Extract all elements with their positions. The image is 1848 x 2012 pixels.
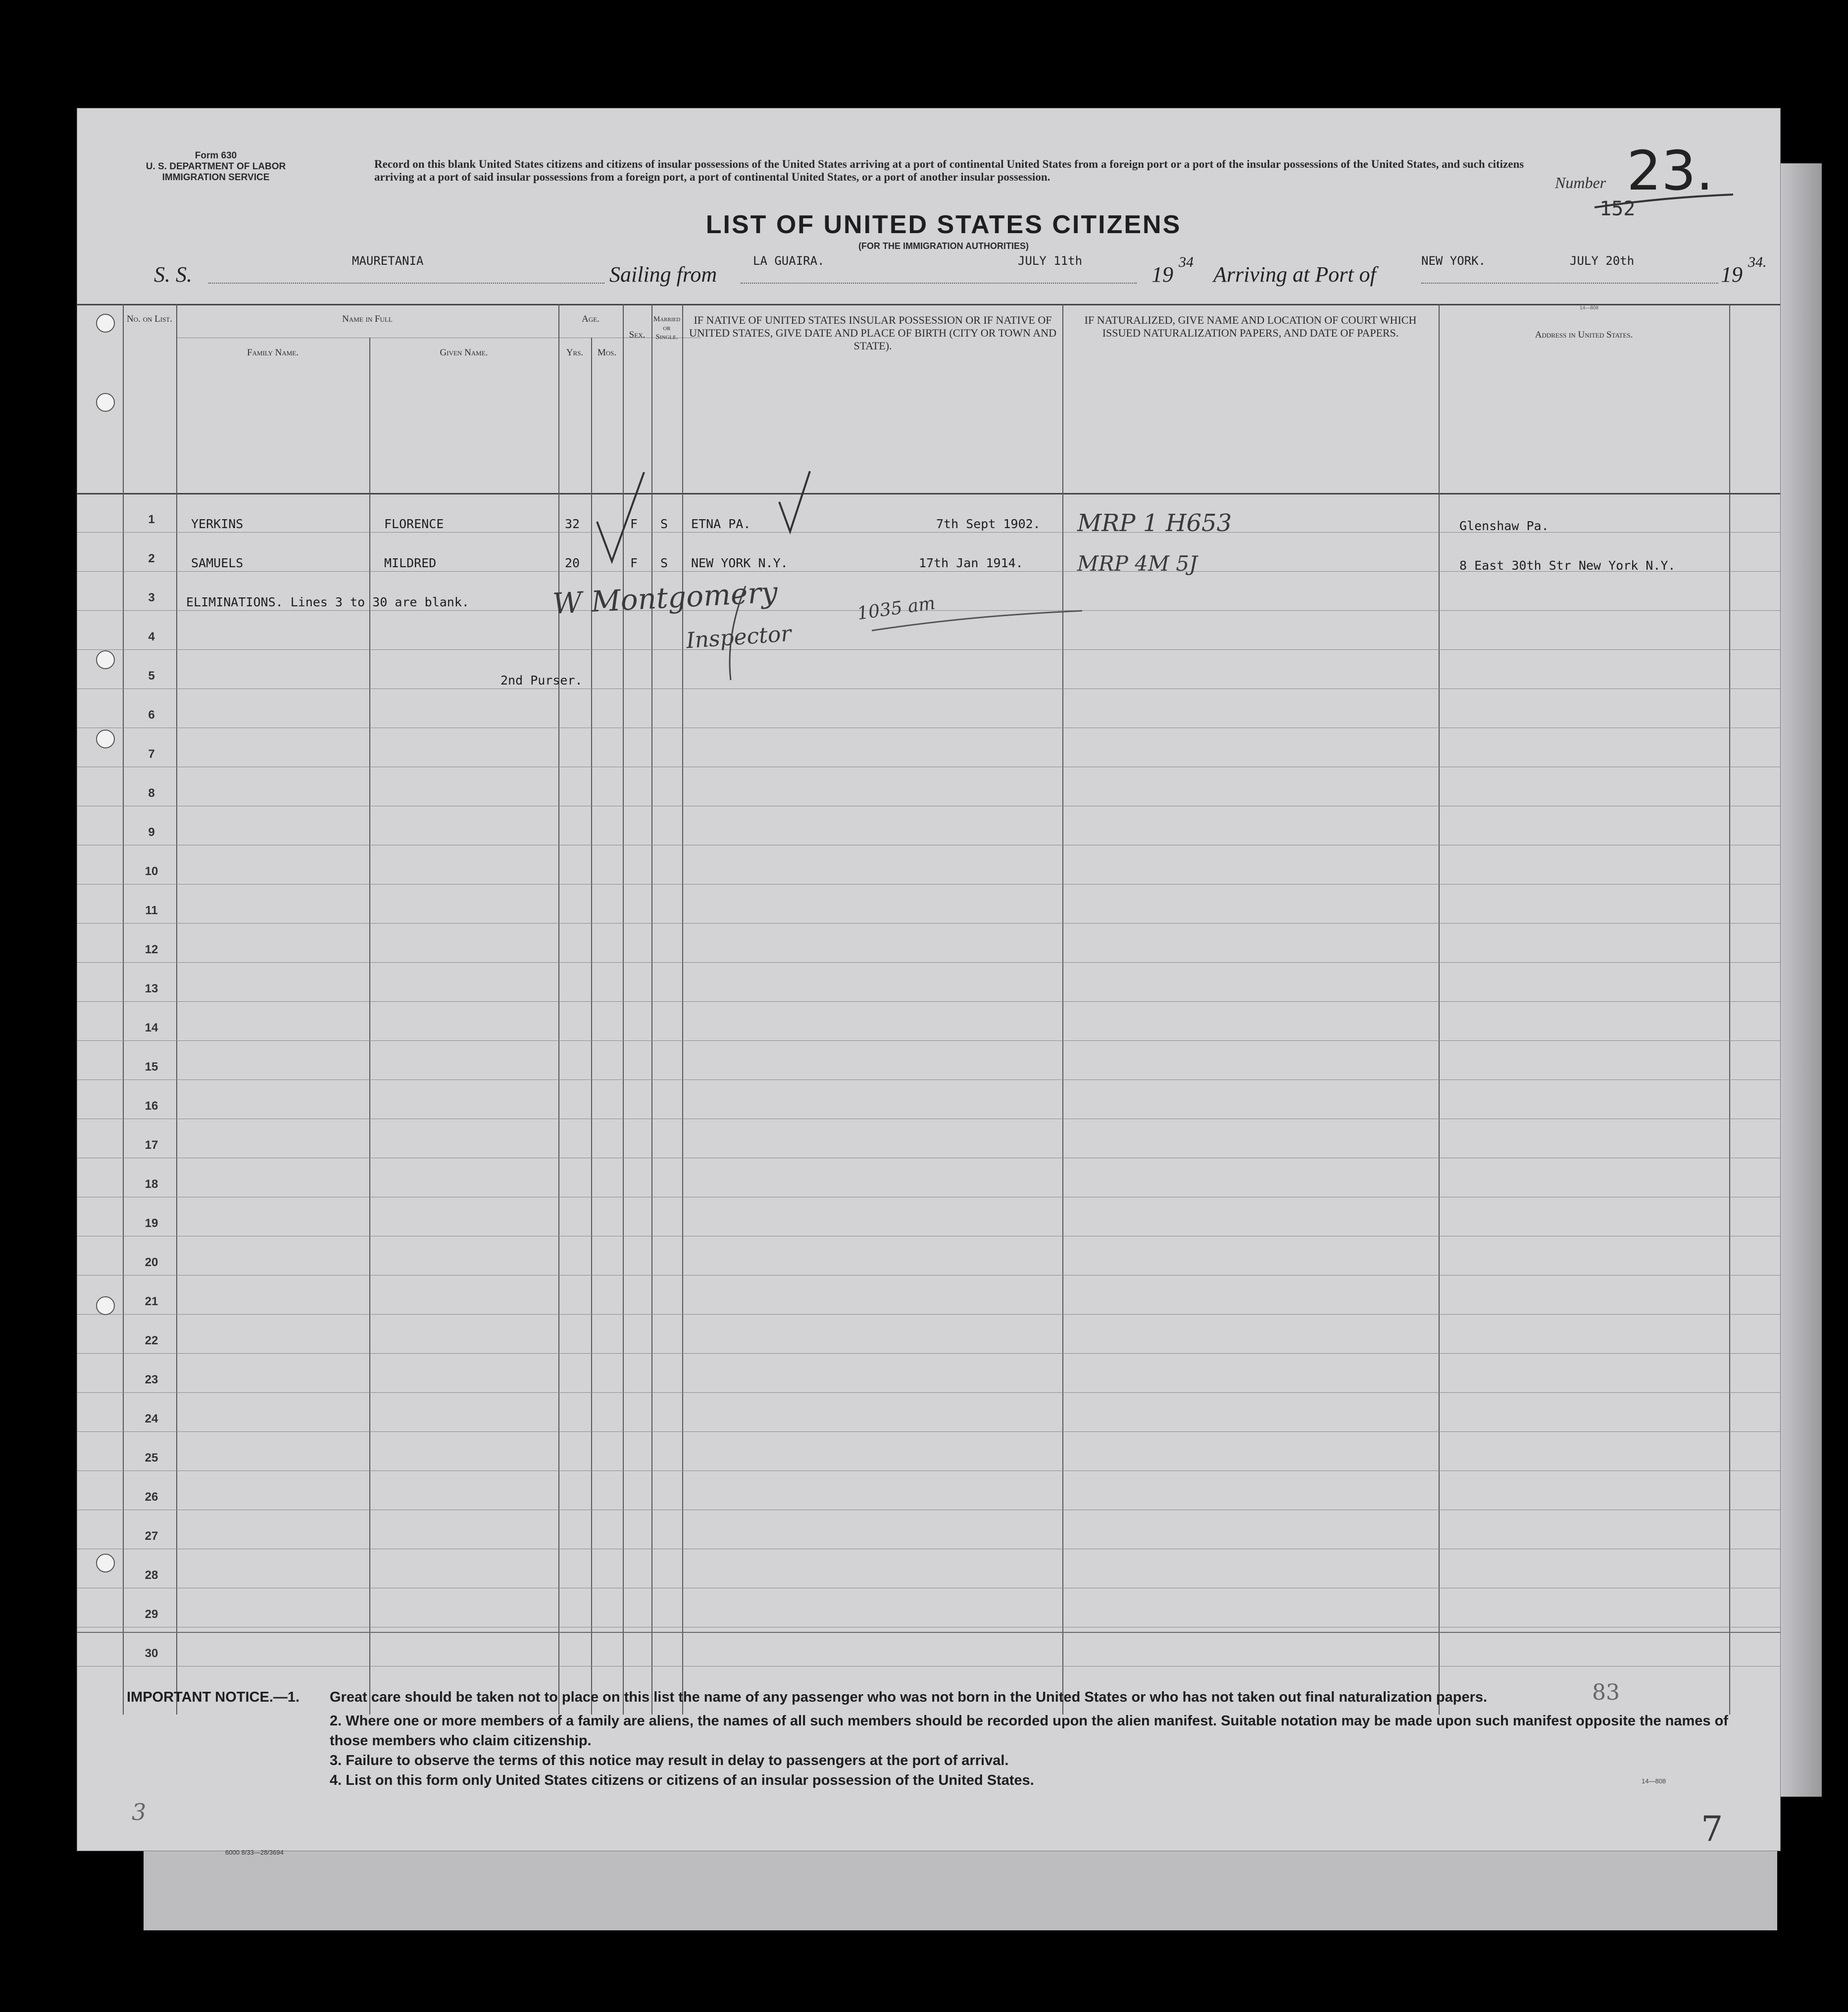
departure-date: JULY 11th [1018,254,1083,268]
manifest-sheet [77,108,1781,1851]
row-number: 10 [145,865,158,878]
col-family: Family Name. [247,347,299,358]
margin-mark: 3 [132,1799,147,1825]
binder-hole [96,1296,115,1315]
ship-rule [208,283,604,284]
form-heading [134,150,298,183]
flourish-stroke [869,606,1087,636]
row1-given: FLORENCE [384,517,444,531]
row1-birthdate: 7th Sept 1902. [936,517,1041,531]
row-number: 23 [145,1373,158,1386]
row-number: 8 [148,786,155,800]
row-number: 26 [145,1490,158,1504]
row-number: 29 [145,1608,158,1621]
from-rule [741,283,1137,284]
col-no: No. on List. [127,314,172,324]
row-number: 27 [145,1529,158,1543]
row-rule [77,1275,1780,1276]
row1-yrs: 32 [565,517,580,531]
notice-item-2: 2. Where one or more members of a family are aliens, the names of all such members should be recorded upon the alien manifest. Suitable notation may be made upon such manifest opposite the names of those members who claim citizenship. [330,1713,1728,1749]
check-mark-icon [592,467,651,566]
row-number: 4 [148,630,155,643]
row-number: 24 [145,1412,158,1425]
form-number: Form 630 [195,150,237,161]
corner-mark: 7 [1701,1809,1723,1849]
row-rule [77,923,1780,924]
voyage-line [154,252,1767,292]
number-value: 23. [1627,139,1713,202]
row-rule [77,1040,1780,1041]
col-yrs: Yrs. [566,347,584,358]
row-number: 1 [148,513,155,526]
underline-stroke [1592,193,1736,212]
row-number: 30 [145,1647,158,1660]
row-number: 25 [145,1451,158,1465]
ship-name: MAURETANIA [352,254,424,268]
row-rule [77,688,1780,689]
eliminations-note: ELIMINATIONS. Lines 3 to 30 are blank. [186,595,469,609]
row-number: 6 [148,708,155,722]
instructions-text: Record on this blank United States citizens and citizens of insular possessions of the United States arriving at a port of continental United States from a foreign port or a port of the insular possessions of the United States, and such citizens arriving at a port of said insular possessions from a foreign port, a port of continental United States, or a port of another insular possession. [374,158,1524,183]
row1-sex: F [630,517,638,531]
page-number: 83 [1592,1680,1620,1705]
row-number: 2 [148,552,155,565]
number-sub: 152 [1599,197,1636,220]
row-number: 7 [148,747,155,761]
inspector-signature: W Montgomery [551,575,779,621]
col-birth: IF NATIVE OF UNITED STATES INSULAR POSSESSION OR IF NATIVE OF UNITED STATES, GIVE DATE AND PLACE OF BIRTH (CITY OR TOWN AND STATE). [689,314,1057,352]
arriving-label: Arriving at Port of [1213,262,1376,287]
col-age: Age. [582,314,599,324]
row2-given: MILDRED [384,556,437,570]
notice-item-4: 4. List on this form only United States citizens or citizens of an insular possession of the United States. [330,1772,1034,1788]
row-rule [77,1314,1780,1315]
row-number: 17 [145,1138,158,1152]
ss-label: S. S. [154,262,192,287]
check-mark-icon [775,467,820,537]
row-number: 5 [148,669,155,683]
number-label: Number [1555,174,1606,192]
row-number: 20 [145,1256,158,1269]
row-number: 12 [145,943,158,956]
row-number: 13 [145,982,158,995]
court-note-1: MRP 1 H653 [1077,509,1232,537]
row1-family: YERKINS [191,517,244,531]
row-number: 3 [148,591,155,604]
row2-sex: F [630,556,638,570]
print-code-bottom: 14—808 [1642,1777,1666,1785]
row2-birthdate: 17th Jan 1914. [919,556,1023,570]
departure-year: 34 [1179,254,1194,270]
binder-hole [96,730,115,748]
row-rule [77,1001,1780,1002]
row-number: 22 [145,1334,158,1347]
inspector-title: Inspector [685,621,792,654]
arrival-year: 34. [1748,254,1767,270]
row2-birthplace: NEW YORK N.Y. [691,556,788,570]
port-rule [1421,283,1718,284]
row-number: 15 [145,1060,158,1074]
col-given: Given Name. [440,347,488,358]
court-note-2: MRP 4M 5J [1077,551,1198,576]
row-number: 28 [145,1569,158,1582]
row-number: 9 [148,826,155,839]
row-number: 19 [145,1217,158,1230]
binder-hole [96,393,115,412]
row-rule [77,962,1780,963]
row1-status: S [660,517,668,531]
row1-birthplace: ETNA PA. [691,517,751,531]
row-rule [77,1392,1780,1393]
binder-hole [96,650,115,669]
row-number: 21 [145,1295,158,1308]
row-number: 18 [145,1178,158,1191]
notice-item-1: Great care should be taken not to place on this list the name of any passenger who was not born in the United States or who has not taken out final naturalization papers. [330,1689,1488,1705]
sailing-label: Sailing from [609,262,717,287]
row-rule [77,649,1780,650]
binder-hole [96,314,115,333]
sailing-from: LA GUAIRA. [753,254,825,268]
arrival-port: NEW YORK. [1421,254,1486,268]
row1-address: Glenshaw Pa. [1459,519,1549,533]
row-number: 16 [145,1099,158,1113]
row-rule [77,1353,1780,1354]
notice-item-3: 3. Failure to observe the terms of this notice may result in delay to passengers at the port of arrival. [330,1753,1009,1768]
page-subtitle: (FOR THE IMMIGRATION AUTHORITIES) [858,241,1029,251]
depart-year-prefix: 19 [1151,262,1173,287]
row2-family: SAMUELS [191,556,244,570]
row2-yrs: 20 [565,556,580,570]
department-name: U. S. DEPARTMENT OF LABOR [146,161,286,172]
service-name: IMMIGRATION SERVICE [162,172,270,183]
passenger-table [77,304,1780,1715]
row-rule [77,1666,1780,1667]
arrival-date: JULY 20th [1570,254,1635,268]
col-sex: Sex. [629,330,646,340]
col-address: Address in United States. [1535,330,1633,340]
print-code-top: 14—808 [1580,305,1598,311]
col-name: Name in Full [342,314,393,324]
row-rule [77,1431,1780,1432]
notice-lead: IMPORTANT NOTICE.—1. [127,1689,300,1705]
col-mos: Mos. [597,347,617,358]
time-note: 1035 am [855,593,937,624]
page-stack-edge [1777,163,1822,1797]
row2-status: S [660,556,668,570]
purser-title: 2nd Purser. [500,673,583,687]
col-married: Married or Single. [653,315,681,341]
printer-imprint: 6000 8/33—28/3694 [225,1849,284,1856]
row-number: 11 [145,904,158,917]
binder-hole [96,1554,115,1572]
row-number: 14 [145,1021,158,1034]
col-naturalized: IF NATURALIZED, GIVE NAME AND LOCATION OF COURT WHICH ISSUED NATURALIZATION PAPERS, AND DATE OF PAPERS. [1084,314,1417,339]
arrive-year-prefix: 19 [1721,262,1743,287]
flourish-stroke [716,581,755,690]
row2-address: 8 East 30th Str New York N.Y. [1459,558,1676,573]
page-title: LIST OF UNITED STATES CITIZENS [705,210,1182,239]
